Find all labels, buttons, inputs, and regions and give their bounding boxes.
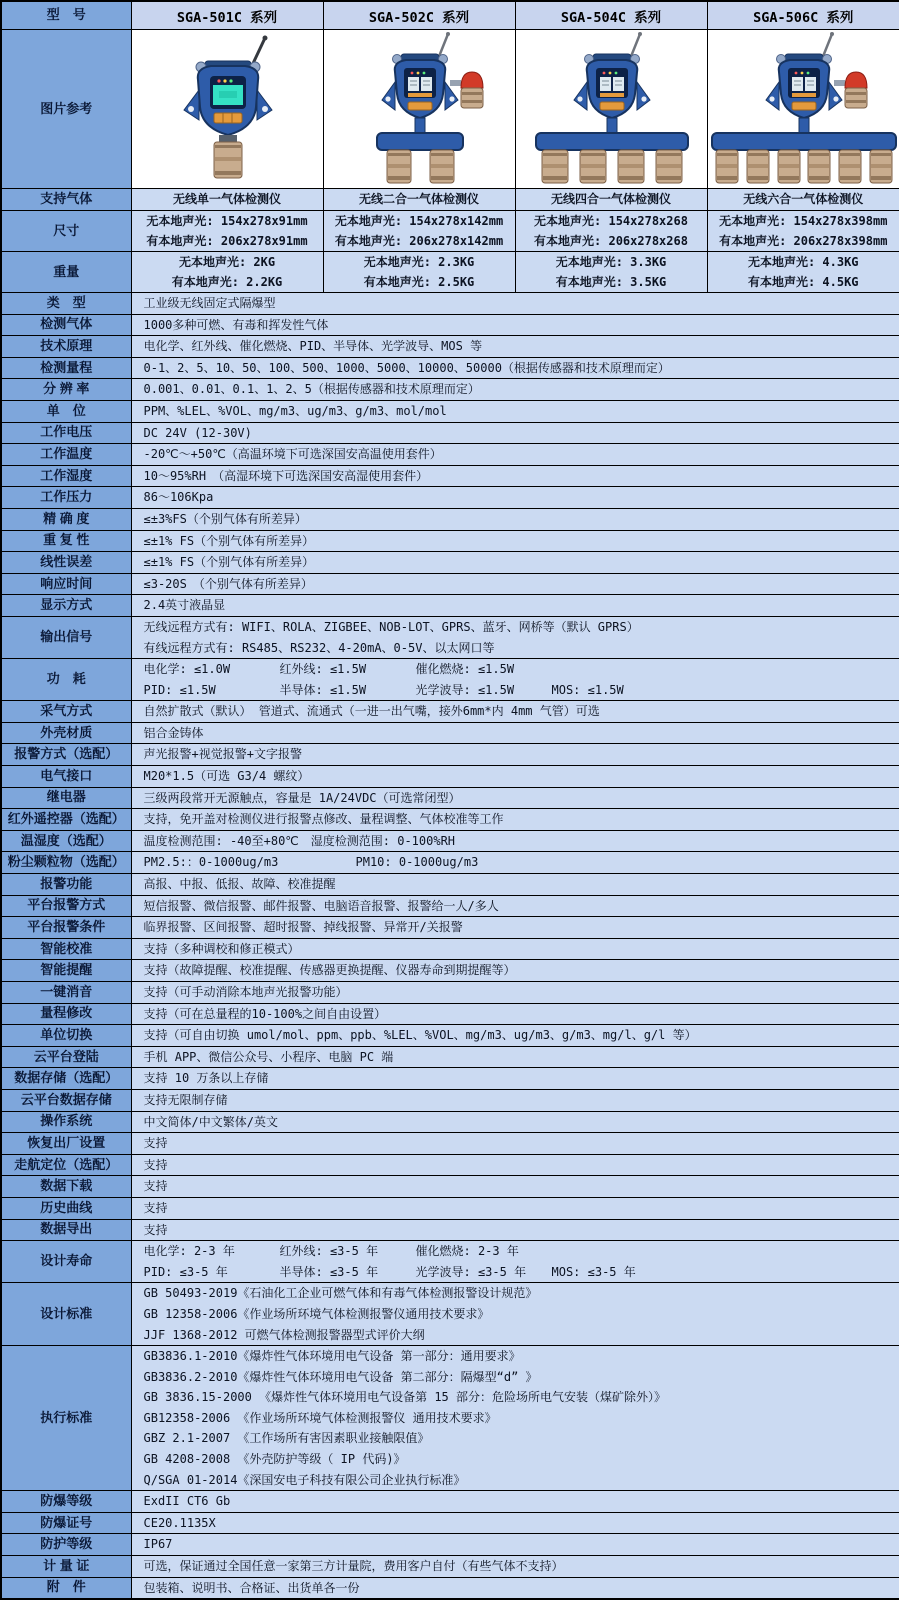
spec-value-segment: PM10: 0-1000ug/m3	[355, 855, 479, 870]
row-value	[131, 895, 899, 917]
spec-value-segment: 可选，保证通过全国任意一家第三方计量院，费用客户自付（有些气体不支持）	[143, 1559, 564, 1574]
row-value	[131, 487, 899, 509]
spec-value-line	[132, 1556, 899, 1577]
row-label: 云平台登陆	[1, 1046, 131, 1068]
spec-value-line	[132, 358, 899, 379]
row-label: 继电器	[1, 787, 131, 809]
row-value	[131, 357, 899, 379]
row-value	[131, 701, 899, 723]
row-label: 防爆等级	[1, 1491, 131, 1513]
spec-value-segment: GB3836.1-2010《爆炸性气体环境用电气设备 第一部分：通用要求》	[143, 1349, 521, 1364]
spec-value-line: 无本地声光: 4.3KG	[747, 255, 859, 269]
spec-value-segment: 红外线: ≤3-5 年	[279, 1244, 379, 1259]
row-value	[131, 852, 899, 874]
row-value	[131, 1133, 899, 1155]
row-label: 重量	[1, 252, 131, 293]
spec-value-line	[132, 831, 899, 852]
row-label: 设计寿命	[1, 1241, 131, 1283]
spec-value-segment: ExdII CT6 Gb	[143, 1494, 231, 1509]
spec-value-line	[132, 1112, 899, 1133]
row-label: 防爆证号	[1, 1512, 131, 1534]
row-label: 线性误差	[1, 552, 131, 574]
spec-value-line	[132, 336, 899, 357]
spec-value-line	[132, 917, 899, 938]
model-header: SGA-506C 系列	[707, 1, 899, 30]
spec-value-line	[132, 1534, 899, 1555]
spec-value-line	[132, 874, 899, 895]
row-label: 云平台数据存储	[1, 1089, 131, 1111]
row-label: 智能校准	[1, 938, 131, 960]
spec-value-line	[132, 701, 899, 722]
row-value	[131, 552, 899, 574]
spec-value-segment: 临界报警、区间报警、超时报警、掉线报警、异常开/关报警	[143, 920, 463, 935]
row-value	[131, 874, 899, 896]
device-image-cell	[515, 30, 707, 189]
spec-value-segment: 支持（多种调校和修正模式）	[143, 941, 300, 956]
row-value	[131, 1219, 899, 1241]
spec-value-segment: 光学波导: ≤1.5W	[415, 682, 515, 697]
row-label: 数据存储（选配）	[1, 1068, 131, 1090]
row-value	[131, 659, 899, 701]
spec-value-line	[132, 960, 899, 981]
sensor-cylinder	[808, 150, 830, 183]
spec-value-segment: 支持（可自由切换 umol/mol、ppm、ppb、%LEL、%VOL、mg/m3、ug/m3、g/m3、mg/l、g/l 等）	[143, 1028, 697, 1043]
spec-value-segment: 支持 10 万条以上存储	[143, 1071, 269, 1086]
spec-value-segment: PID: ≤3-5 年	[143, 1264, 228, 1279]
spec-value-segment: 有线远程方式有: RS485、RS232、4-20mA、0-5V、以太网口等	[143, 640, 495, 655]
spec-value-segment: 电化学、红外线、催化燃烧、PID、半导体、光学波导、MOS 等	[143, 339, 483, 354]
sensor-cylinder	[747, 150, 769, 183]
spec-value-line	[132, 1241, 899, 1262]
spec-value-segment: GB 50493-2019《石油化工企业可燃气体和有毒气体检测报警设计规范》	[143, 1286, 538, 1301]
model-value-cell	[515, 252, 707, 293]
row-value	[131, 766, 899, 788]
spec-value-line	[132, 788, 899, 809]
sensor-cylinder	[870, 150, 892, 183]
row-value	[131, 573, 899, 595]
spec-value-line	[132, 595, 899, 616]
row-value	[131, 530, 899, 552]
model-value-cell	[323, 211, 515, 252]
row-label: 智能提醒	[1, 960, 131, 982]
row-label: 粉尘颗粒物（选配）	[1, 852, 131, 874]
row-value	[131, 314, 899, 336]
row-label: 支持气体	[1, 189, 131, 211]
spec-value-segment: -20℃～+50℃（高温环境下可选深国安高温使用套件）	[143, 447, 442, 462]
row-label: 单 位	[1, 400, 131, 422]
row-value	[131, 1003, 899, 1025]
spec-value-segment: 铝合金铸体	[143, 725, 204, 740]
sensor-cylinder	[778, 150, 800, 183]
sensor-cylinder	[542, 150, 568, 183]
row-value	[131, 1197, 899, 1219]
spec-value-line	[132, 1470, 899, 1491]
row-label: 外壳材质	[1, 722, 131, 744]
model-value-cell	[515, 189, 707, 211]
row-label: 平台报警条件	[1, 917, 131, 939]
spec-value-segment: 支持	[143, 1222, 168, 1237]
spec-value-line	[132, 1408, 899, 1429]
row-label: 类 型	[1, 293, 131, 315]
row-value	[131, 336, 899, 358]
spec-value-segment: 无线远程方式有: WIFI、ROLA、ZIGBEE、NOB-LOT、GPRS、蓝牙、网桥等（默认 GPRS）	[143, 619, 639, 634]
model-value-cell	[707, 189, 899, 211]
row-label: 采气方式	[1, 701, 131, 723]
row-value	[131, 787, 899, 809]
spec-value-line	[132, 1304, 899, 1325]
spec-value-segment: 支持	[143, 1136, 168, 1151]
row-value	[131, 1556, 899, 1578]
row-value	[131, 830, 899, 852]
spec-value-line	[132, 638, 899, 659]
spec-value-line: 无线六合一气体检测仪	[743, 192, 864, 206]
spec-value-segment: GB 12358-2006《作业场所环境气体检测报警仪通用技术要求》	[143, 1306, 490, 1321]
spec-value-line	[132, 401, 899, 422]
row-value	[131, 508, 899, 530]
spec-value-line	[132, 1449, 899, 1470]
row-label: 工作湿度	[1, 465, 131, 487]
spec-value-line	[132, 1155, 899, 1176]
spec-value-line	[132, 574, 899, 595]
spec-value-line: 有本地声光: 4.5KG	[747, 275, 859, 289]
row-value	[131, 444, 899, 466]
spec-value-line	[132, 315, 899, 336]
spec-value-segment: 声光报警+视觉报警+文字报警	[143, 747, 302, 762]
row-label: 精 确 度	[1, 508, 131, 530]
spec-value-line	[132, 1047, 899, 1068]
spec-value-line: 有本地声光: 3.5KG	[555, 275, 667, 289]
row-value	[131, 1534, 899, 1556]
row-value	[131, 744, 899, 766]
row-label: 显示方式	[1, 595, 131, 617]
spec-value-line: 无本地声光: 154x278x398mm	[719, 214, 888, 228]
spec-value-segment: 三级两段常开无源触点，容量是 1A/24VDC（可选常闭型）	[143, 790, 461, 805]
spec-value-line	[132, 1325, 899, 1346]
row-label: 工作温度	[1, 444, 131, 466]
row-value	[131, 1176, 899, 1198]
model-value-cell	[707, 252, 899, 293]
row-value	[131, 1154, 899, 1176]
row-value	[131, 960, 899, 982]
spec-value-line: 有本地声光: 206x278x268	[534, 234, 688, 248]
spec-value-segment: 光学波导: ≤3-5 年	[415, 1264, 527, 1279]
spec-value-line: 有本地声光: 206x278x142mm	[334, 234, 504, 248]
row-label: 设计标准	[1, 1283, 131, 1346]
spec-value-line	[132, 552, 899, 573]
spec-value-line	[132, 809, 899, 830]
model-value-cell	[131, 211, 323, 252]
spec-value-line	[132, 1025, 899, 1046]
spec-value-line	[132, 1004, 899, 1025]
spec-value-segment: ≤±1% FS（个别气体有所差异）	[143, 555, 315, 570]
row-label: 重 复 性	[1, 530, 131, 552]
row-value	[131, 293, 899, 315]
device-image-cell	[323, 30, 515, 189]
sensor-cylinder	[716, 150, 738, 183]
spec-value-segment: 温度检测范围: -40至+80℃ 湿度检测范围: 0-100%RH	[143, 833, 456, 848]
spec-value-segment: 红外线: ≤1.5W	[279, 662, 367, 677]
spec-value-segment: 支持（可在总量程的10-100%之间自由设置）	[143, 1006, 387, 1021]
spec-value-segment: 手机 APP、微信公众号、小程序、电脑 PC 端	[143, 1049, 394, 1064]
row-value	[131, 722, 899, 744]
model-value-cell	[131, 252, 323, 293]
spec-value-segment: 10～95%RH （高湿环境下可选深国安高湿使用套件）	[143, 468, 429, 483]
spec-value-segment: 自然扩散式（默认） 管道式、流通式（一进一出气嘴，接外6mm*内 4mm 气管）可选	[143, 704, 600, 719]
spec-value-segment: GB 4208-2008 《外壳防护等级（ IP 代码)》	[143, 1452, 406, 1467]
spec-value-segment: 支持	[143, 1200, 168, 1215]
spec-value-segment: DC 24V (12-30V)	[143, 425, 252, 440]
row-label: 恢复出厂设置	[1, 1133, 131, 1155]
spec-value-line: 无本地声光: 3.3KG	[555, 255, 667, 269]
spec-value-line	[132, 509, 899, 530]
row-value	[131, 465, 899, 487]
row-value	[131, 595, 899, 617]
row-value	[131, 1512, 899, 1534]
row-label: 检测量程	[1, 357, 131, 379]
spec-value-line	[132, 896, 899, 917]
spec-value-line	[132, 1068, 899, 1089]
device-image-cell	[131, 30, 323, 189]
spec-value-segment: 支持，免开盖对检测仪进行报警点修改、量程调整、气体校准等工作	[143, 812, 504, 827]
spec-value-line	[132, 487, 899, 508]
spec-value-segment: GBZ 2.1-2007 《工作场所有害因素职业接触限值》	[143, 1431, 430, 1446]
row-label: 历史曲线	[1, 1197, 131, 1219]
row-label: 走航定位（选配）	[1, 1154, 131, 1176]
row-value	[131, 1491, 899, 1513]
spec-value-line: 有本地声光: 206x278x398mm	[719, 234, 888, 248]
row-value	[131, 1346, 899, 1491]
wireless-2in1-gas-detector-icon	[324, 30, 516, 188]
spec-value-line	[132, 293, 899, 314]
row-label: 响应时间	[1, 573, 131, 595]
row-label: 工作压力	[1, 487, 131, 509]
row-label: 量程修改	[1, 1003, 131, 1025]
spec-value-line	[132, 1176, 899, 1197]
spec-value-line: 无本地声光: 154x278x268	[534, 214, 688, 228]
row-value	[131, 1025, 899, 1047]
model-value-cell	[323, 252, 515, 293]
wireless-6in1-gas-detector-icon	[708, 30, 899, 188]
row-label: 计 量 证	[1, 1556, 131, 1578]
spec-value-line	[132, 1578, 899, 1599]
spec-value-line: 无本地声光: 154x278x142mm	[334, 214, 504, 228]
spec-value-segment: 电化学: 2-3 年	[143, 1244, 235, 1259]
model-header: SGA-504C 系列	[515, 1, 707, 30]
spec-value-segment: GB3836.2-2010《爆炸性气体环境用电气设备 第二部分：隔爆型“d” 》	[143, 1369, 538, 1384]
row-value	[131, 379, 899, 401]
row-label: 图片参考	[1, 30, 131, 189]
spec-value-line	[132, 723, 899, 744]
row-value	[131, 809, 899, 831]
header-model-label: 型 号	[1, 1, 131, 30]
spec-value-line	[132, 423, 899, 444]
spec-value-line	[132, 466, 899, 487]
spec-value-line	[132, 982, 899, 1003]
sensor-cylinder	[430, 150, 454, 183]
spec-value-segment: ≤±1% FS（个别气体有所差异）	[143, 533, 315, 548]
spec-value-segment: 1000多种可燃、有毒和挥发性气体	[143, 317, 329, 332]
row-label: 工作电压	[1, 422, 131, 444]
spec-value-segment: M20*1.5（可选 G3/4 螺纹）	[143, 769, 310, 784]
row-value	[131, 1283, 899, 1346]
spec-value-segment: IP67	[143, 1537, 173, 1552]
spec-value-line	[132, 531, 899, 552]
spec-value-segment: MOS: ≤3-5 年	[551, 1264, 636, 1279]
spec-value-segment: 半导体: ≤1.5W	[279, 682, 367, 697]
sensor-cylinder	[618, 150, 644, 183]
spec-value-segment: JJF 1368-2012 可燃气体检测报警器型式评价大纲	[143, 1327, 425, 1342]
row-label: 电气接口	[1, 766, 131, 788]
spec-value-line	[132, 1090, 899, 1111]
model-value-cell	[707, 211, 899, 252]
spec-value-segment: Q/SGA 01-2014《深国安电子科技有限公司企业执行标准》	[143, 1472, 466, 1487]
spec-value-line	[132, 939, 899, 960]
spec-value-segment: CE20.1135X	[143, 1515, 216, 1530]
model-value-cell	[323, 189, 515, 211]
spec-value-segment: ≤3-20S （个别气体有所差异）	[143, 576, 313, 591]
spec-value-segment: 高报、中报、低报、故障、校准提醒	[143, 877, 336, 892]
spec-value-line	[132, 1262, 899, 1283]
row-value	[131, 1111, 899, 1133]
spec-value-line	[132, 1133, 899, 1154]
sensor-cylinder	[387, 150, 411, 183]
row-label: 操作系统	[1, 1111, 131, 1133]
row-label: 数据导出	[1, 1219, 131, 1241]
row-label: 温湿度（选配）	[1, 830, 131, 852]
row-value	[131, 1241, 899, 1283]
spec-value-segment: 0-1、2、5、10、50、100、500、1000、5000、10000、50000（根据传感器和技术原理而定）	[143, 360, 670, 375]
row-label: 功 耗	[1, 659, 131, 701]
spec-value-segment: PM2.5:：0-1000ug/m3	[143, 855, 279, 870]
spec-value-segment: 2.4英寸液晶显	[143, 598, 226, 613]
row-label: 防护等级	[1, 1534, 131, 1556]
model-value-cell	[131, 189, 323, 211]
spec-value-line: 有本地声光: 2.5KG	[363, 275, 475, 289]
spec-value-segment: 支持	[143, 1179, 168, 1194]
row-value	[131, 1068, 899, 1090]
spec-value-segment: 工业级无线固定式隔爆型	[143, 296, 276, 310]
spec-value-segment: 86～106Kpa	[143, 490, 214, 505]
spec-value-segment: 支持（可手动消除本地声光报警功能）	[143, 985, 348, 999]
spec-value-segment: GB12358-2006 《作业场所环境气体检测报警仪 通用技术要求》	[143, 1410, 497, 1425]
row-label: 红外遥控器（选配）	[1, 809, 131, 831]
row-label: 附 件	[1, 1577, 131, 1599]
row-label: 尺寸	[1, 211, 131, 252]
spec-value-line: 有本地声光: 2.2KG	[171, 275, 283, 289]
spec-value-segment: GB 3836.15-2000 《爆炸性气体环境用电气设备第 15 部分：危险场所电气安装（煤矿除外）》	[143, 1390, 666, 1405]
row-label: 一键消音	[1, 982, 131, 1004]
spec-value-segment: 催化燃烧: ≤1.5W	[415, 662, 515, 677]
spec-value-line	[132, 1220, 899, 1241]
row-label: 平台报警方式	[1, 895, 131, 917]
sensor-cylinder	[580, 150, 606, 183]
row-value	[131, 422, 899, 444]
spec-value-line	[132, 1513, 899, 1534]
spec-value-segment: 中文简体/中文繁体/英文	[143, 1114, 278, 1129]
spec-value-line	[132, 766, 899, 787]
spec-value-line: 无线二合一气体检测仪	[358, 192, 479, 206]
spec-value-line: 无线单一气体检测仪	[172, 192, 281, 206]
spec-value-segment: 包装箱、说明书、合格证、出货单各一份	[143, 1580, 360, 1595]
row-value	[131, 982, 899, 1004]
spec-value-line: 无本地声光: 154x278x91mm	[146, 214, 308, 228]
wireless-4in1-gas-detector-icon	[516, 30, 708, 188]
spec-value-segment: 半导体: ≤3-5 年	[279, 1264, 379, 1279]
device-image-cell	[707, 30, 899, 189]
row-label: 技术原理	[1, 336, 131, 358]
sensor-cylinder	[656, 150, 682, 183]
spec-value-line	[132, 444, 899, 465]
sensor-cylinder	[839, 150, 861, 183]
spec-value-line	[132, 1283, 899, 1304]
sensor-cylinder	[214, 142, 242, 178]
row-value	[131, 1577, 899, 1599]
spec-value-segment: ≤±3%FS（个别气体有所差异）	[143, 511, 307, 526]
spec-value-line	[132, 1198, 899, 1219]
row-label: 单位切换	[1, 1025, 131, 1047]
row-label: 分 辨 率	[1, 379, 131, 401]
row-label: 报警功能	[1, 874, 131, 896]
row-label: 输出信号	[1, 616, 131, 658]
row-value	[131, 938, 899, 960]
spec-value-line	[132, 1387, 899, 1408]
row-label: 检测气体	[1, 314, 131, 336]
spec-value-line	[132, 1491, 899, 1512]
spec-value-line	[132, 659, 899, 680]
spec-value-line: 无线四合一气体检测仪	[550, 192, 671, 206]
spec-value-segment: 催化燃烧: 2-3 年	[415, 1244, 519, 1259]
spec-value-line: 无本地声光: 2.3KG	[363, 255, 475, 269]
wireless-single-gas-detector-icon	[132, 30, 324, 188]
spec-value-line	[132, 852, 899, 873]
row-label: 执行标准	[1, 1346, 131, 1491]
spec-value-line	[132, 680, 899, 701]
spec-value-segment: 支持	[143, 1157, 168, 1172]
spec-value-segment: 短信报警、微信报警、邮件报警、电脑语音报警、报警给一人/多人	[143, 898, 499, 913]
spec-value-line: 无本地声光: 2KG	[178, 255, 276, 269]
row-value	[131, 616, 899, 658]
row-label: 报警方式（选配）	[1, 744, 131, 766]
spec-value-line	[132, 617, 899, 638]
row-value	[131, 1046, 899, 1068]
model-value-cell	[515, 211, 707, 252]
spec-value-segment: 支持（故障提醒、校准提醒、传感器更换提醒、仪器寿命到期提醒等）	[143, 963, 516, 978]
spec-value-segment: 0.001、0.01、0.1、1、2、5（根据传感器和技术原理而定）	[143, 382, 480, 397]
spec-value-segment: PPM、%LEL、%VOL、mg/m3、ug/m3、g/m3、mol/mol	[143, 403, 447, 418]
row-value	[131, 917, 899, 939]
spec-value-segment: MOS: ≤1.5W	[551, 682, 624, 697]
spec-value-segment: 支持无限制存储	[143, 1092, 228, 1107]
spec-value-line: 有本地声光: 206x278x91mm	[146, 234, 308, 248]
spec-value-segment: 电化学: ≤1.0W	[143, 662, 231, 677]
spec-value-segment: PID: ≤1.5W	[143, 682, 216, 697]
row-label: 数据下载	[1, 1176, 131, 1198]
spec-value-line	[132, 1428, 899, 1449]
spec-value-line	[132, 744, 899, 765]
spec-value-line	[132, 1346, 899, 1367]
row-value	[131, 400, 899, 422]
model-header: SGA-502C 系列	[323, 1, 515, 30]
row-value	[131, 1089, 899, 1111]
model-header: SGA-501C 系列	[131, 1, 323, 30]
spec-value-line	[132, 379, 899, 400]
spec-value-line	[132, 1367, 899, 1388]
